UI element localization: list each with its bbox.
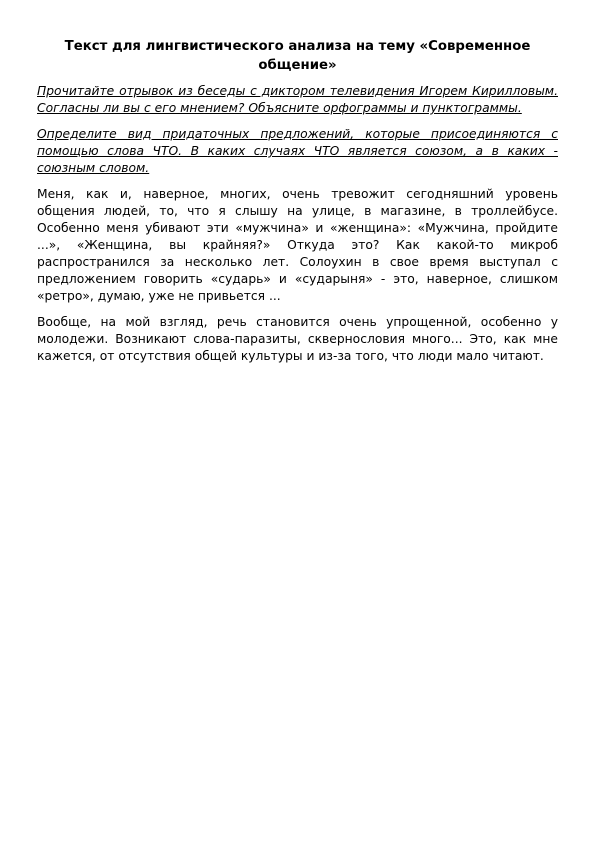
task-instruction-2: Определите вид придаточных предложений, которые присоединяются с помощью слова ЧТО. В каких случаях ЧТО является союзом, а в каких - союзным словом.: [37, 127, 558, 175]
task-instruction-1: Прочитайте отрывок из беседы с диктором телевидения Игорем Кирилловым. Согласны ли вы с его мнением? Объясните орфограммы и пунктограммы.: [37, 84, 558, 115]
text-paragraph-2: Вообще, на мой взгляд, речь становится очень упрощенной, особенно у молодежи. Возникают слова-паразиты, сквернословия много... Это, как мне кажется, от отсутствия общей культуры и из-за того, что люди мало читают.: [37, 315, 558, 363]
text-paragraph-1: Меня, как и, наверное, многих, очень тревожит сегодняшний уровень общения людей, то, что я слышу на улице, в магазине, в троллейбусе. Особенно меня убивают эти «мужчина» и «женщина»: «Мужчина, пройдите ...», «Женщина, вы крайняя?» Откуда это? Как какой-то микроб распространился за несколько лет. Солоухин в свое время выступал с предложением говорить «сударь» и «сударыня» - это, наверное, слишком «ретро», думаю, уже не привьется ...: [37, 187, 558, 303]
document-title: Текст для лингвистического анализа на тему «Современное общение»: [64, 39, 531, 73]
document-page: [37, 37, 558, 374]
